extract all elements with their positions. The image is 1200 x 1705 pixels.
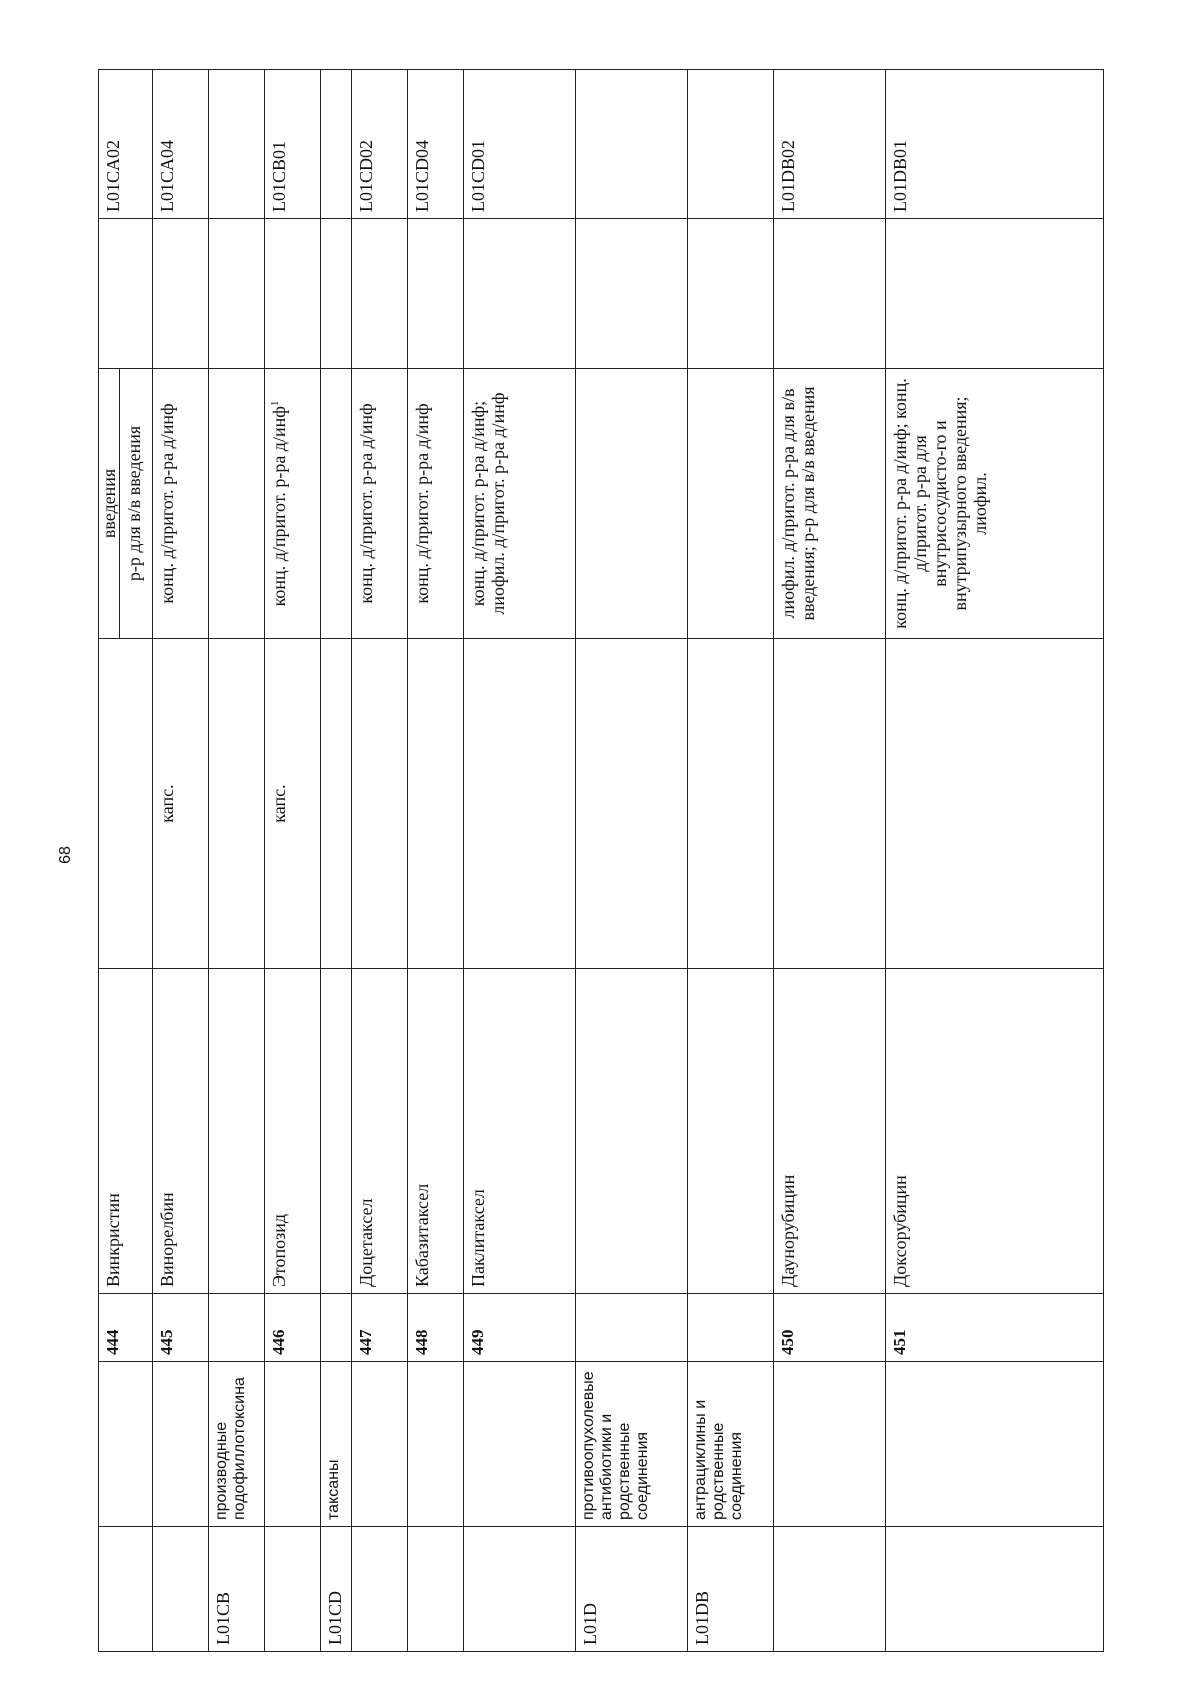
atc-code [264,1527,320,1652]
extra-col [99,219,153,369]
row-number: 447 [352,1294,408,1362]
solid-form [352,639,408,969]
row-number [320,1294,351,1362]
dosage-forms [208,369,264,639]
atc-code [352,1527,408,1652]
extra-col [152,219,208,369]
table-row [774,70,886,1652]
table-row [464,70,576,1652]
table-row [408,70,464,1652]
row-number: 451 [886,1294,1104,1362]
extra-col [208,219,264,369]
extra-col [576,219,688,369]
drug-name [576,969,688,1294]
solid-form: капс. [152,639,208,969]
atc-code [886,1527,1104,1652]
table-row [264,70,320,1652]
drug-name: Паклитаксел [464,969,576,1294]
atc-full-code: L01CD02 [352,70,408,219]
atc-full-code [320,70,351,219]
atc-full-code: L01DB02 [774,70,886,219]
drug-name: Винкристин [99,969,153,1294]
atc-code: L01DB [688,1527,774,1652]
category-label [774,1362,886,1527]
category-label: таксаны [320,1362,351,1527]
row-number: 450 [774,1294,886,1362]
category-label [152,1362,208,1527]
drug-name: Кабазитаксел [408,969,464,1294]
footnote-mark: 1 [268,400,281,407]
drug-name [688,969,774,1294]
atc-code [99,1527,153,1652]
category-label [264,1362,320,1527]
atc-full-code: L01CD01 [464,70,576,219]
dosage-forms: лиофил. д/пригот. р-ра для в/в введения; р-р для в/в введения [774,369,886,639]
atc-full-code: L01CB01 [264,70,320,219]
category-label [352,1362,408,1527]
drug-name: Винорелбин [152,969,208,1294]
table-row [208,70,264,1652]
dosage-forms [320,369,351,639]
table-row [886,70,1104,1652]
drug-name: Доксорубицин [886,969,1104,1294]
solid-form [688,639,774,969]
table-row [688,70,774,1652]
solid-form: капс. [264,639,320,969]
dosage-forms: конц. д/пригот. р-ра д/инф; конц. д/пригот. р-ра для внутрисосудисто-го и внутрипузырного введения; лиофил. [886,369,1104,639]
category-label: антрациклины и родственные соединения [688,1362,774,1527]
atc-full-code [576,70,688,219]
atc-code: L01D [576,1527,688,1652]
drug-name: Доцетаксел [352,969,408,1294]
atc-code: L01CD [320,1527,351,1652]
solid-form [408,639,464,969]
dosage-forms: конц. д/пригот. р-ра д/инф$^1$ [264,369,320,639]
extra-col [774,219,886,369]
solid-form [464,639,576,969]
row-number [688,1294,774,1362]
drug-table-frame [98,70,1104,1652]
category-label [99,1362,153,1527]
dosage-forms [576,369,688,639]
solid-form [886,639,1104,969]
dosage-forms: введения р-р для в/в введения [99,369,153,639]
dosage-forms: конц. д/пригот. р-ра д/инф; лиофил. д/пригот. р-ра д/инф [464,369,576,639]
drug-name [208,969,264,1294]
table-row [576,70,688,1652]
table-row [99,70,153,1652]
dosage-forms: конц. д/пригот. р-ра д/инф [352,369,408,639]
extra-col [352,219,408,369]
dosage-forms: конц. д/пригот. р-ра д/инф [408,369,464,639]
row-number: 448 [408,1294,464,1362]
atc-code [408,1527,464,1652]
atc-full-code [208,70,264,219]
solid-form [208,639,264,969]
extra-col [464,219,576,369]
atc-full-code: L01DB01 [886,70,1104,219]
drug-table-rotated [98,70,1104,1652]
drug-name: Даунорубицин [774,969,886,1294]
atc-full-code: L01CA02 [99,70,153,219]
category-label [408,1362,464,1527]
atc-full-code [688,70,774,219]
table-row [352,70,408,1652]
extra-col [264,219,320,369]
row-number [576,1294,688,1362]
category-label [886,1362,1104,1527]
table-row [320,70,351,1652]
category-label: производные подофиллотоксина [208,1362,264,1527]
dosage-forms-carryover: введения [99,369,120,638]
category-label [464,1362,576,1527]
atc-code: L01CB [208,1527,264,1652]
atc-full-code: L01CD04 [408,70,464,219]
row-number: 445 [152,1294,208,1362]
row-number [208,1294,264,1362]
atc-code [152,1527,208,1652]
row-number: 449 [464,1294,576,1362]
extra-col [886,219,1104,369]
extra-col [688,219,774,369]
drug-name: Этопозид [264,969,320,1294]
dosage-forms [688,369,774,639]
solid-form [320,639,351,969]
solid-form [576,639,688,969]
row-number: 446 [264,1294,320,1362]
atc-full-code: L01CA04 [152,70,208,219]
category-label: противоопухолевые антибиотики и родственные соединения [576,1362,688,1527]
page-number: 68 [57,846,74,864]
atc-code [464,1527,576,1652]
solid-form [774,639,886,969]
row-number: 444 [99,1294,153,1362]
dosage-forms: конц. д/пригот. р-ра д/инф [152,369,208,639]
table-row [152,70,208,1652]
solid-form [99,639,153,969]
drug-name [320,969,351,1294]
atc-code [774,1527,886,1652]
extra-col [320,219,351,369]
extra-col [408,219,464,369]
drug-table [98,69,1104,1652]
